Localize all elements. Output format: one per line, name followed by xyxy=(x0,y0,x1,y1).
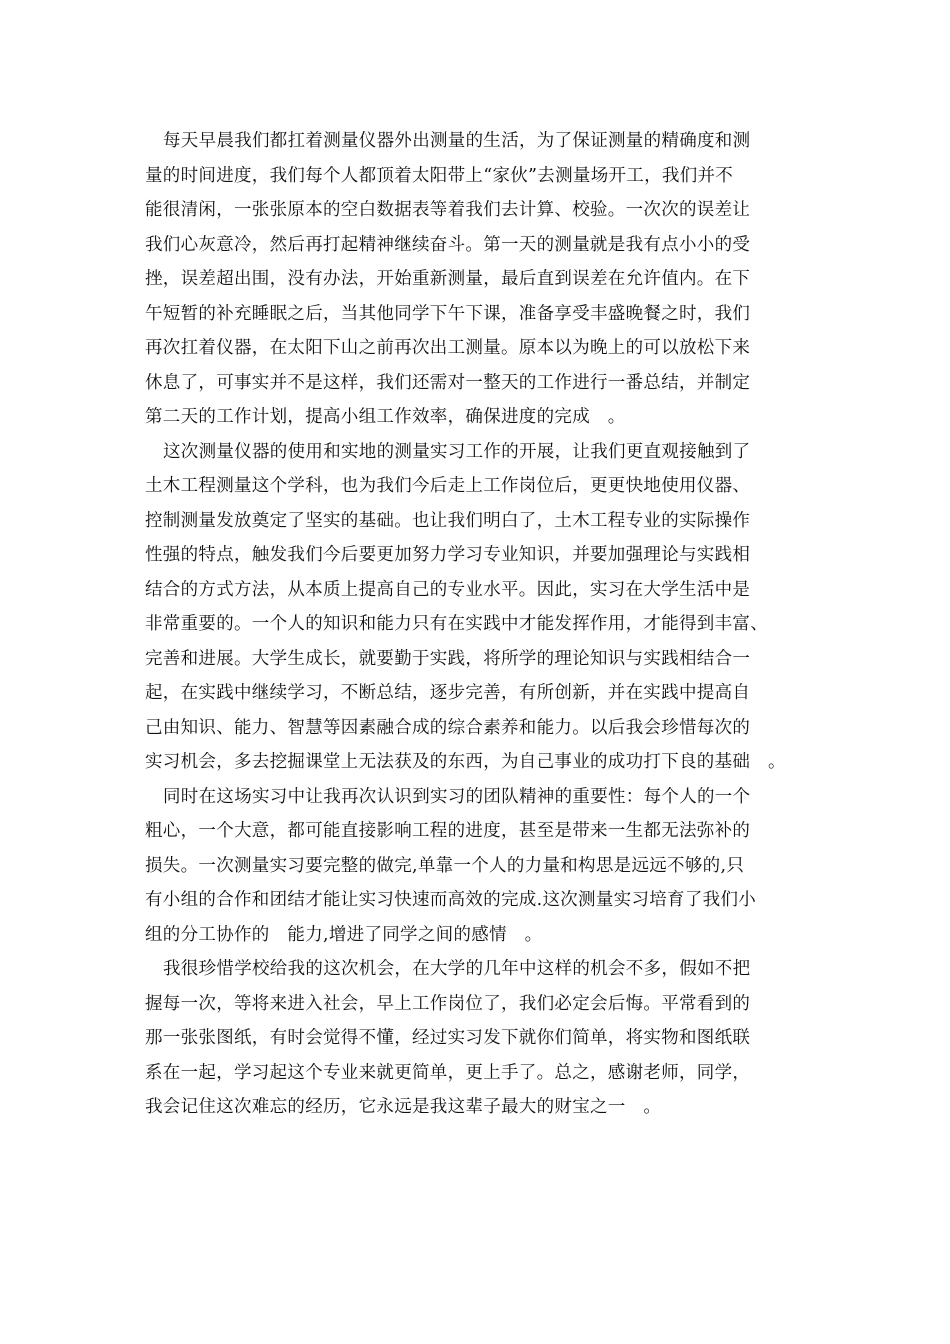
text-line: 这次测量仪器的使用和实地的测量实习工作的开展，让我们更直观接触到了 xyxy=(163,441,751,462)
text-line: 第二天的工作计划，提高小组工作效率，确保进度的完成 。 xyxy=(145,407,626,427)
text-line: 每天早晨我们都扛着测量仪器外出测量的生活，为了保证测量的精确度和测 xyxy=(163,131,751,151)
text-line: 粗心，一个大意，都可能直接影响工程的进度，甚至是带来一生都无法弥补的 xyxy=(145,821,751,841)
text-line: 我会记住这次难忘的经历，它永远是我这辈子最大的财宝之一 。 xyxy=(145,1097,662,1117)
text-line: 结合的方式方法，从本质上提高自己的专业水平。因此，实习在大学生活中是 xyxy=(145,579,751,600)
text-line: 同时在这场实习中让我再次认识到实习的团队精神的重要性：每个人的一个 xyxy=(163,786,751,807)
text-line: 实习机会，多去挖掘课堂上无法获及的东西，为自己事业的成功打下良的基础 。 xyxy=(145,752,786,772)
text-line: 控制测量发放奠定了坚实的基础。也让我们明白了，土木工程专业的实际操作 xyxy=(145,510,751,531)
text-line: 土木工程测量这个学科，也为我们今后走上工作岗位后，更更快地使用仪器、 xyxy=(145,476,751,496)
text-line: 休息了，可事实并不是这样，我们还需对一整天的工作进行一番总结，并制定 xyxy=(145,372,751,393)
text-line: 量的时间进度，我们每个人都顶着太阳带上“家伙”去测量场开工，我们并不 xyxy=(145,165,734,186)
text-line: 己由知识、能力、智慧等因素融合成的综合素养和能力。以后我会珍惜每次的 xyxy=(145,717,751,738)
text-line: 性强的特点，触发我们今后要更加努力学习专业知识，并要加强理论与实践相 xyxy=(145,545,751,565)
text-line: 有小组的合作和团结才能让实习快速而高效的完成.这次测量实习培育了我们小 xyxy=(145,890,757,910)
paragraph-2 xyxy=(145,435,815,780)
paragraph-4 xyxy=(145,952,815,1125)
text-line: 非常重要的。一个人的知识和能力只有在实践中才能发挥作用，才能得到丰富、 xyxy=(145,614,768,634)
text-line: 能很清闲，一张张原本的空白数据表等着我们去计算、校验。一次次的误差让 xyxy=(145,200,751,220)
paragraph-1 xyxy=(145,124,815,435)
body-text xyxy=(145,124,815,1125)
text-line: 损失。一次测量实习要完整的做完,单靠一个人的力量和构思是远远不够的,只 xyxy=(145,855,745,876)
text-line: 组的分工协作的 能力,增进了同学之间的感情 。 xyxy=(145,924,543,945)
text-line: 起，在实践中继续学习，不断总结，逐步完善，有所创新，并在实践中提高自 xyxy=(145,683,751,703)
paragraph-3 xyxy=(145,780,815,953)
text-line: 再次扛着仪器，在太阳下山之前再次出工测量。原本以为晚上的可以放松下来 xyxy=(145,338,751,358)
text-line: 那一张张图纸，有时会觉得不懂，经过实习发下就你们简单，将实物和图纸联 xyxy=(145,1028,751,1048)
text-line: 系在一起，学习起这个专业来就更简单，更上手了。总之，感谢老师，同学， xyxy=(145,1062,751,1083)
text-line: 我们心灰意冷，然后再打起精神继续奋斗。第一天的测量就是我有点小小的受 xyxy=(145,234,751,255)
text-line: 午短暂的补充睡眠之后，当其他同学下午下课，准备享受丰盛晚餐之时，我们 xyxy=(145,303,751,324)
text-line: 挫，误差超出围，没有办法，开始重新测量，最后直到误差在允许值内。在下 xyxy=(145,269,751,289)
text-line: 握每一次，等将来进入社会，早上工作岗位了，我们必定会后悔。平常看到的 xyxy=(145,993,751,1014)
text-line: 我很珍惜学校给我的这次机会，在大学的几年中这样的机会不多，假如不把 xyxy=(163,959,751,979)
text-line: 完善和进展。大学生成长，就要勤于实践，将所学的理论知识与实践相结合一 xyxy=(145,648,751,669)
